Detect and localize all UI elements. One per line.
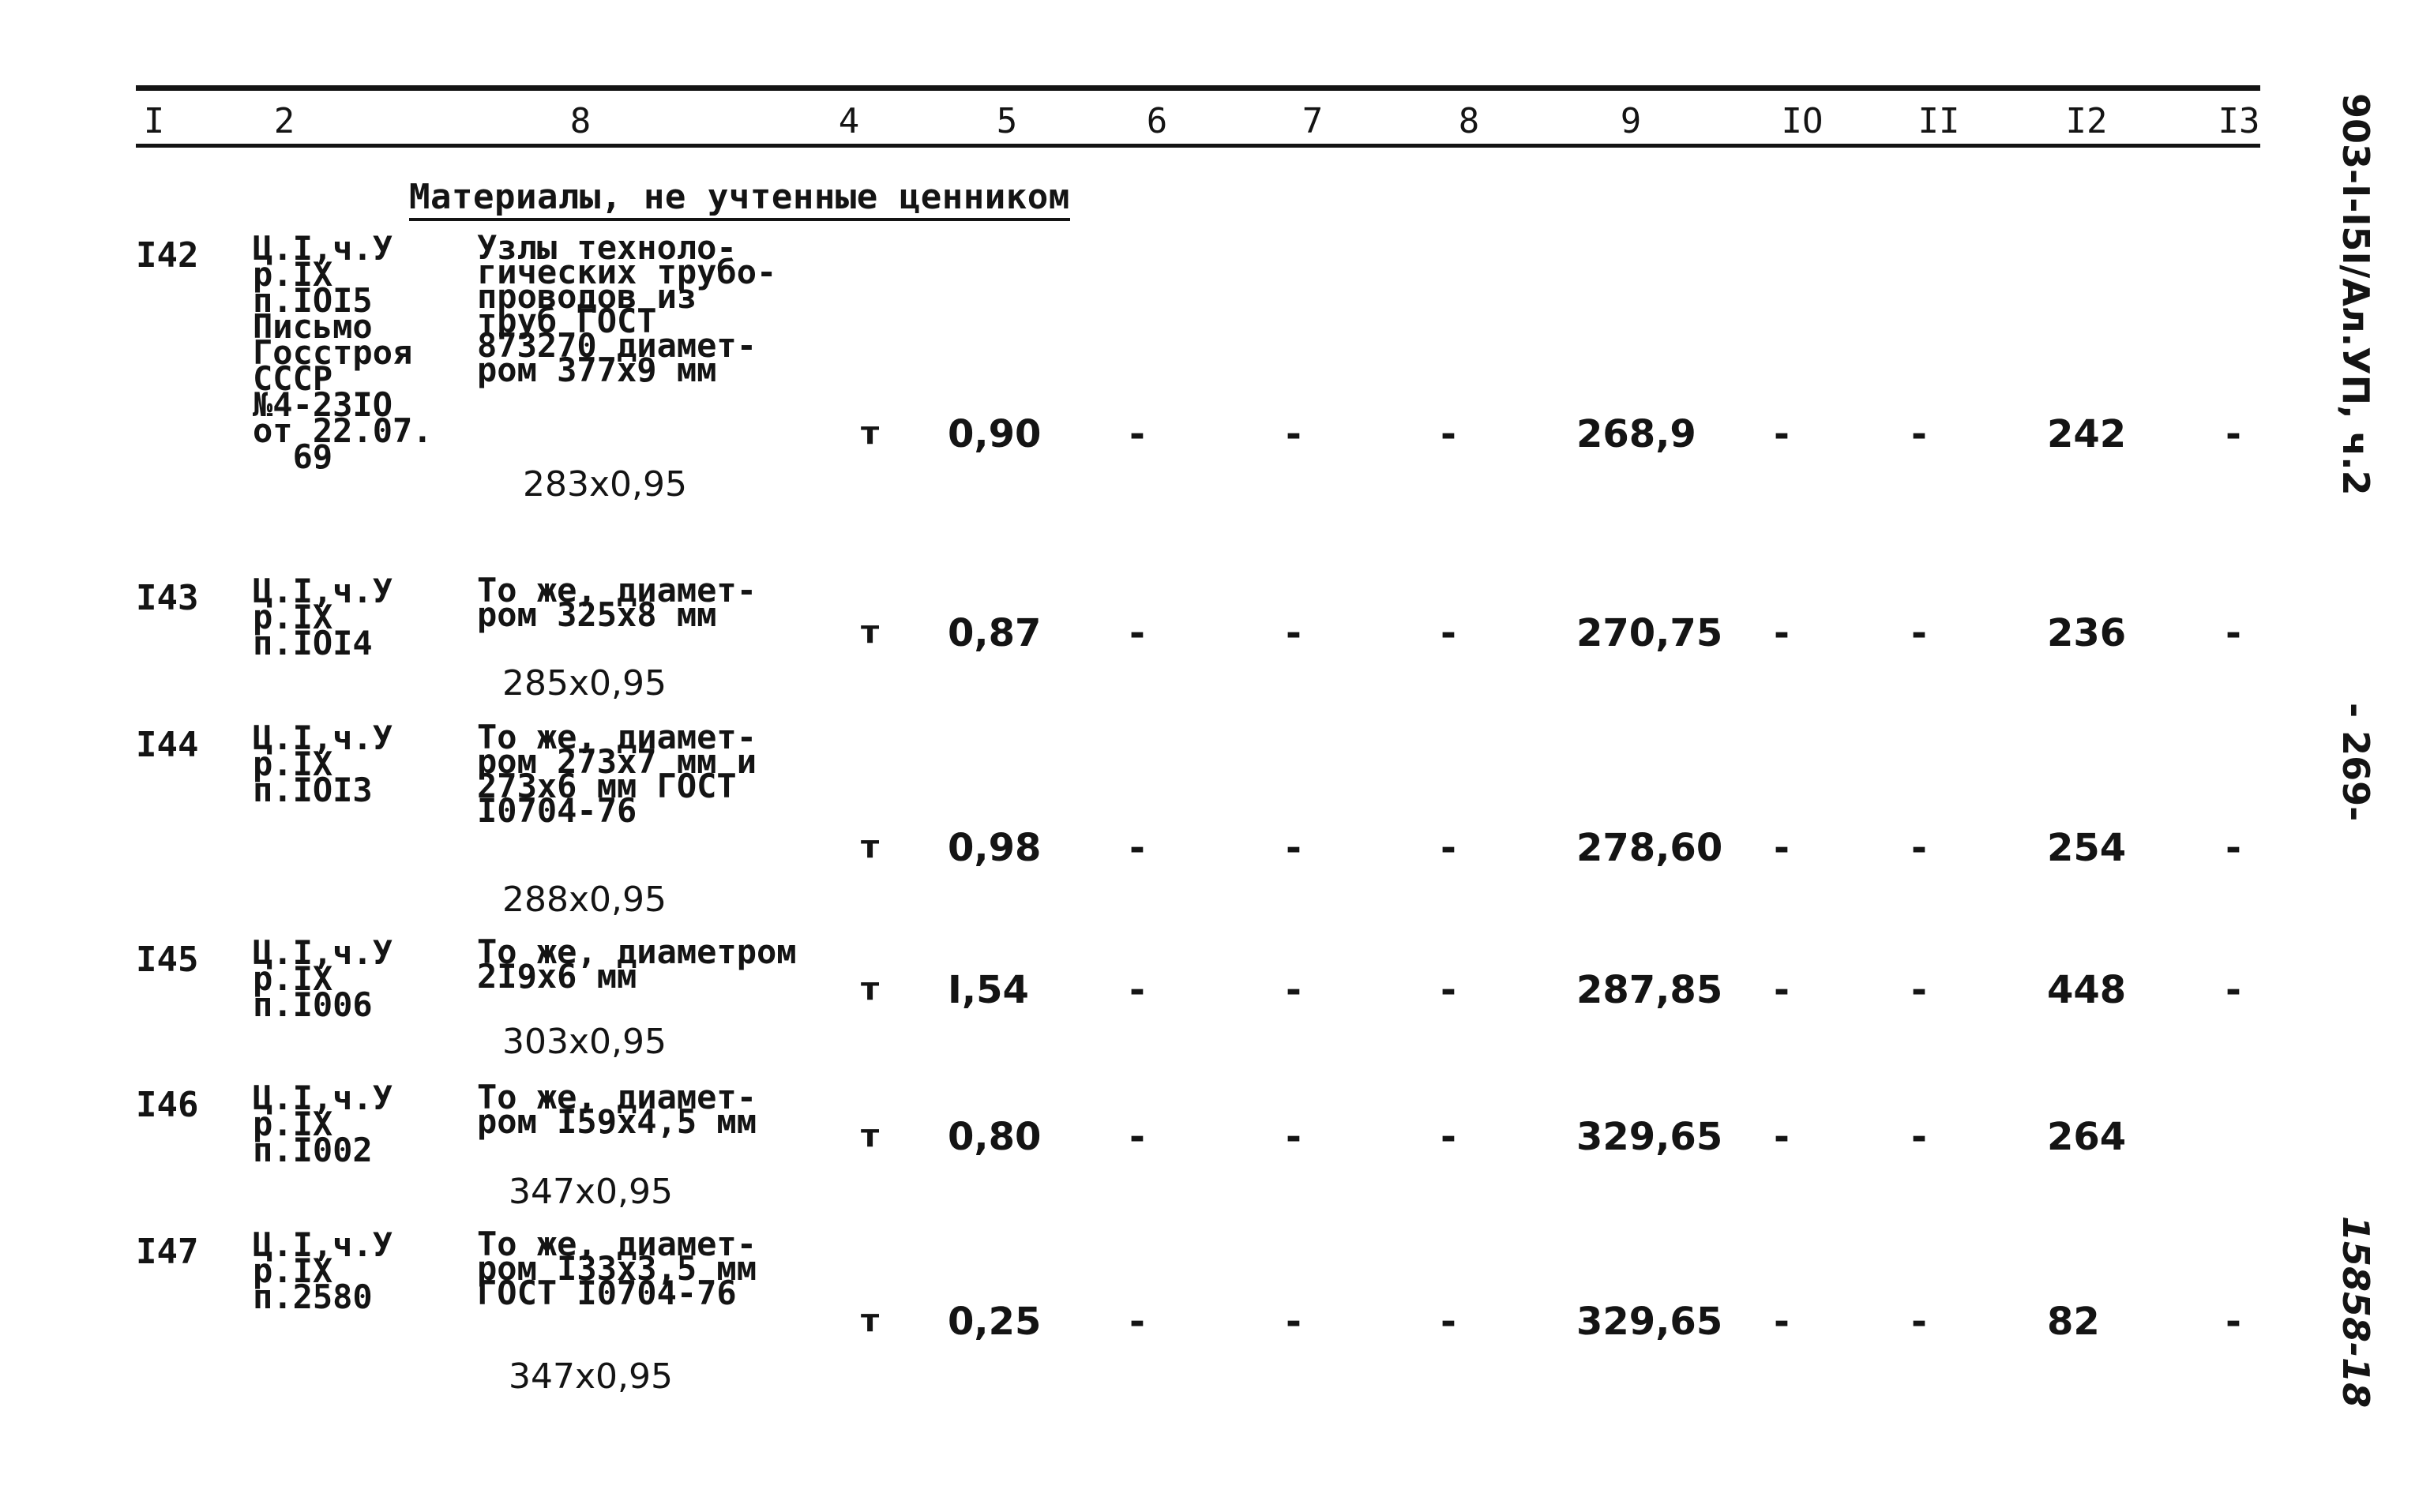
row-col11: - — [1911, 611, 1927, 655]
row-number: I42 — [136, 235, 199, 276]
header-col-12: I2 — [2065, 101, 2108, 141]
row-col13: - — [2226, 968, 2241, 1012]
header-col-3: 8 — [569, 101, 592, 141]
row-col8: - — [1441, 412, 1456, 456]
row-col7: - — [1286, 611, 1302, 655]
row-col5: 0,98 — [948, 826, 1042, 870]
row-col7: - — [1286, 1115, 1302, 1159]
row-number: I43 — [136, 578, 199, 618]
row-col5: 0,87 — [948, 611, 1042, 655]
row-col5: 0,90 — [948, 412, 1042, 456]
header-col-1: I — [143, 101, 165, 141]
row-col12: 236 — [2047, 611, 2127, 655]
row-col7: - — [1286, 968, 1302, 1012]
row-description: То же, диамет- ром 325х8 мм — [477, 571, 757, 634]
row-description: То же, диамет- ром I59х4,5 мм — [477, 1078, 757, 1141]
row-factor: 285х0,95 — [502, 663, 667, 703]
row-col10: - — [1774, 968, 1790, 1012]
row-col10: - — [1774, 1300, 1790, 1344]
header-col-4: 4 — [838, 101, 860, 141]
row-col10: - — [1774, 412, 1790, 456]
row-col12: 82 — [2047, 1300, 2100, 1344]
row-reference: Ц.I,ч.У р.IX п.I002 — [253, 1079, 393, 1169]
row-col11: - — [1911, 412, 1927, 456]
header-col-5: 5 — [996, 101, 1018, 141]
row-col8: - — [1441, 611, 1456, 655]
row-col9: 270,75 — [1576, 611, 1723, 655]
section-title: Материалы, не учтенные ценником — [409, 177, 1070, 221]
row-col6: - — [1129, 1115, 1145, 1159]
table-top-rule — [136, 85, 2260, 91]
row-description: То же, диаметром 2I9х6 мм — [477, 932, 797, 996]
row-unit: т — [861, 415, 880, 452]
row-factor: 283х0,95 — [523, 464, 687, 505]
row-col12: 254 — [2047, 826, 2127, 870]
row-col10: - — [1774, 826, 1790, 870]
row-col7: - — [1286, 412, 1302, 456]
row-unit: т — [861, 829, 880, 865]
row-col9: 278,60 — [1576, 826, 1723, 870]
header-col-13: I3 — [2218, 101, 2260, 141]
row-number: I44 — [136, 725, 199, 765]
row-col12: 264 — [2047, 1115, 2127, 1159]
header-col-6: 6 — [1146, 101, 1168, 141]
row-col13: - — [2226, 611, 2241, 655]
row-number: I45 — [136, 940, 199, 980]
header-col-9: 9 — [1620, 101, 1642, 141]
row-col11: - — [1911, 968, 1927, 1012]
header-col-11: II — [1918, 101, 1960, 141]
row-reference: Ц.I,ч.У р.IX п.IOI5 Письмо Госстроя СССР №4-23IO от 22.07. 69 — [253, 229, 433, 476]
margin-document-code: 903-I-I5I/Ал.УП, ч.2 — [2334, 93, 2377, 496]
row-factor: 288х0,95 — [502, 880, 667, 920]
row-col9: 329,65 — [1576, 1115, 1723, 1159]
row-col6: - — [1129, 1300, 1145, 1344]
row-col5: I,54 — [948, 968, 1029, 1012]
header-col-8: 8 — [1458, 101, 1480, 141]
row-number: I47 — [136, 1232, 199, 1272]
row-description: Узлы техноло- гических трубо- проводов из труб ГОСТ 873270 диамет- ром 377х9 мм — [477, 228, 777, 389]
header-col-2: 2 — [273, 101, 295, 141]
row-reference: Ц.I,ч.У р.IX п.I006 — [253, 933, 393, 1024]
row-col8: - — [1441, 826, 1456, 870]
row-col9: 287,85 — [1576, 968, 1723, 1012]
row-col5: 0,25 — [948, 1300, 1042, 1344]
row-col6: - — [1129, 968, 1145, 1012]
row-col6: - — [1129, 412, 1145, 456]
row-col10: - — [1774, 611, 1790, 655]
margin-order-number: 15858-18 — [2334, 1216, 2377, 1409]
row-unit: т — [861, 614, 880, 651]
header-col-10: IO — [1781, 101, 1824, 141]
row-description: То же, диамет- ром I33х3,5 мм ГОСТ I0704-76 — [477, 1225, 757, 1312]
row-col9: 268,9 — [1576, 412, 1696, 456]
row-col13: - — [2226, 826, 2241, 870]
row-col12: 448 — [2047, 968, 2127, 1012]
row-col8: - — [1441, 1300, 1456, 1344]
header-col-7: 7 — [1302, 101, 1324, 141]
row-number: I46 — [136, 1085, 199, 1125]
row-col13: - — [2226, 1300, 2241, 1344]
row-reference: Ц.I,ч.У р.IX п.IOI4 — [253, 572, 393, 662]
margin-page-number: - 269- — [2334, 703, 2377, 822]
row-col11: - — [1911, 1300, 1927, 1344]
row-factor: 347х0,95 — [509, 1172, 673, 1212]
row-col11: - — [1911, 826, 1927, 870]
row-col12: 242 — [2047, 412, 2127, 456]
row-factor: 347х0,95 — [509, 1356, 673, 1397]
row-col6: - — [1129, 826, 1145, 870]
row-col9: 329,65 — [1576, 1300, 1723, 1344]
row-factor: 303х0,95 — [502, 1022, 667, 1062]
row-col8: - — [1441, 968, 1456, 1012]
row-col10: - — [1774, 1115, 1790, 1159]
row-unit: т — [861, 1118, 880, 1154]
row-col11: - — [1911, 1115, 1927, 1159]
row-col8: - — [1441, 1115, 1456, 1159]
row-col13: - — [2226, 412, 2241, 456]
table-header-rule — [136, 144, 2260, 148]
row-unit: т — [861, 1303, 880, 1339]
row-col5: 0,80 — [948, 1115, 1042, 1159]
row-description: То же, диамет- ром 273х7 мм и 273х6 мм ГОСТ I0704-76 — [477, 718, 757, 830]
row-col7: - — [1286, 826, 1302, 870]
row-reference: Ц.I,ч.У р.IX п.2580 — [253, 1225, 393, 1316]
row-unit: т — [861, 971, 880, 1007]
row-col6: - — [1129, 611, 1145, 655]
row-reference: Ц.I,ч.У р.IX п.IOI3 — [253, 718, 393, 809]
row-col7: - — [1286, 1300, 1302, 1344]
